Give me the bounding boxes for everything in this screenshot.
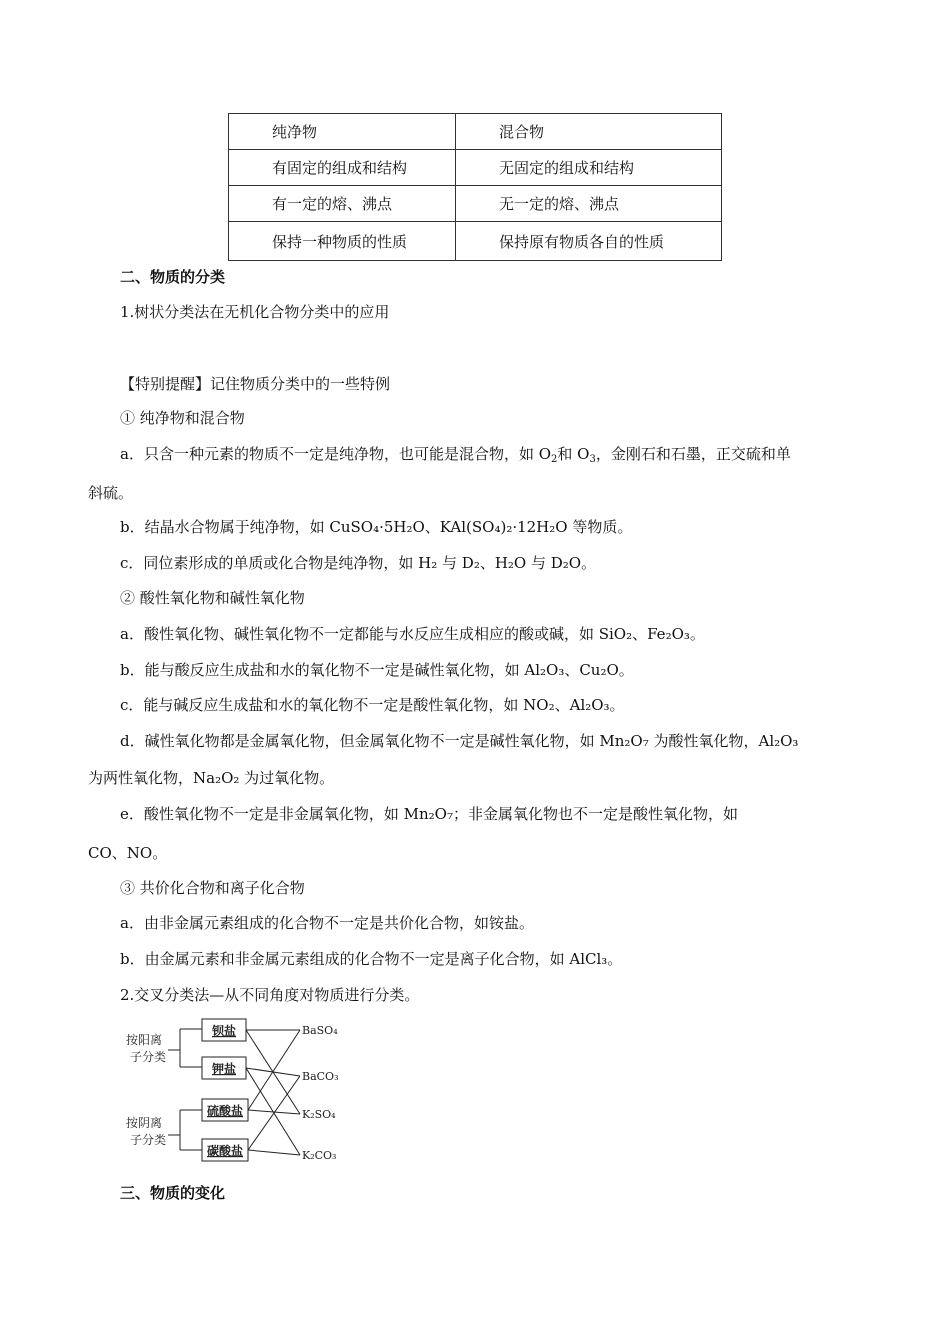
group-label: 按阳离 [126, 1033, 163, 1047]
section-title: 二、物质的分类 [120, 268, 226, 286]
subheading: ② 酸性氧化物和碱性氧化物 [120, 589, 305, 607]
paragraph: b．结晶水合物属于纯净物，如 CuSO₄·5H₂O、KAl(SO₄)₂·12H₂O 等物质。 [120, 518, 633, 536]
group-label: 按阴离 [126, 1116, 163, 1130]
group-label: 子分类 [130, 1050, 167, 1064]
paragraph: 2.交叉分类法—从不同角度对物质进行分类。 [120, 986, 420, 1004]
category-box: 硫酸盐 [206, 1104, 244, 1118]
table-cell: 无固定的组成和结构 [456, 150, 722, 186]
table-row [229, 222, 722, 261]
table-row [229, 114, 722, 150]
compound-label: K₂SO₄ [302, 1108, 336, 1121]
paragraph: b．由金属元素和非金属元素组成的化合物不一定是离子化合物，如 AlCl₃。 [120, 950, 623, 968]
reminder-heading: 【特别提醒】记住物质分类中的一些特例 [120, 375, 391, 393]
table-cell: 纯净物 [229, 114, 456, 150]
paragraph: e．酸性氧化物不一定是非金属氧化物，如 Mn₂O₇；非金属氧化物也不一定是酸性氧化物，如 [120, 805, 738, 823]
group-label: 子分类 [130, 1133, 167, 1147]
comparison-table [228, 113, 722, 261]
cross-classification-diagram [120, 1015, 350, 1170]
compound-label: BaCO₃ [302, 1070, 339, 1083]
table-cell: 保持一种物质的性质 [229, 222, 456, 261]
table-row [229, 186, 722, 222]
subheading: ③ 共价化合物和离子化合物 [120, 879, 305, 897]
compound-label: K₂CO₃ [302, 1149, 337, 1162]
paragraph: a．由非金属元素组成的化合物不一定是共价化合物，如铵盐。 [120, 914, 534, 932]
compound-label: BaSO₄ [302, 1024, 338, 1037]
table-row [229, 150, 722, 186]
paragraph: d．碱性氧化物都是金属氧化物，但金属氧化物不一定是碱性氧化物，如 Mn₂O₇ 为酸性氧化物，Al₂O₃ [120, 732, 799, 750]
paragraph: CO、NO。 [88, 844, 168, 862]
paragraph: 1.树状分类法在无机化合物分类中的应用 [120, 303, 390, 321]
section-title: 三、物质的变化 [120, 1184, 226, 1202]
paragraph: 为两性氧化物，Na₂O₂ 为过氧化物。 [88, 769, 335, 787]
paragraph: a．酸性氧化物、碱性氧化物不一定都能与水反应生成相应的酸或碱，如 SiO₂、Fe₂O₃。 [120, 625, 705, 643]
subheading: ① 纯净物和混合物 [120, 409, 245, 427]
paragraph: 斜硫。 [88, 484, 134, 502]
category-box: 钾盐 [211, 1062, 237, 1076]
paragraph: c．同位素形成的单质或化合物是纯净物，如 H₂ 与 D₂、H₂O 与 D₂O。 [120, 554, 597, 572]
table-cell: 有固定的组成和结构 [229, 150, 456, 186]
table-cell: 无一定的熔、沸点 [456, 186, 722, 222]
category-box: 钡盐 [211, 1024, 237, 1038]
table-cell: 保持原有物质各自的性质 [456, 222, 722, 261]
category-box: 碳酸盐 [206, 1144, 244, 1158]
paragraph: c．能与碱反应生成盐和水的氧化物不一定是酸性氧化物，如 NO₂、Al₂O₃。 [120, 696, 625, 714]
paragraph: a．只含一种元素的物质不一定是纯净物，也可能是混合物，如 $O_2$和 $O_3$，金刚石和石墨，正交硫和单 [120, 445, 791, 465]
table-cell: 有一定的熔、沸点 [229, 186, 456, 222]
table-cell: 混合物 [456, 114, 722, 150]
paragraph: b．能与酸反应生成盐和水的氧化物不一定是碱性氧化物，如 Al₂O₃、Cu₂O。 [120, 661, 634, 679]
